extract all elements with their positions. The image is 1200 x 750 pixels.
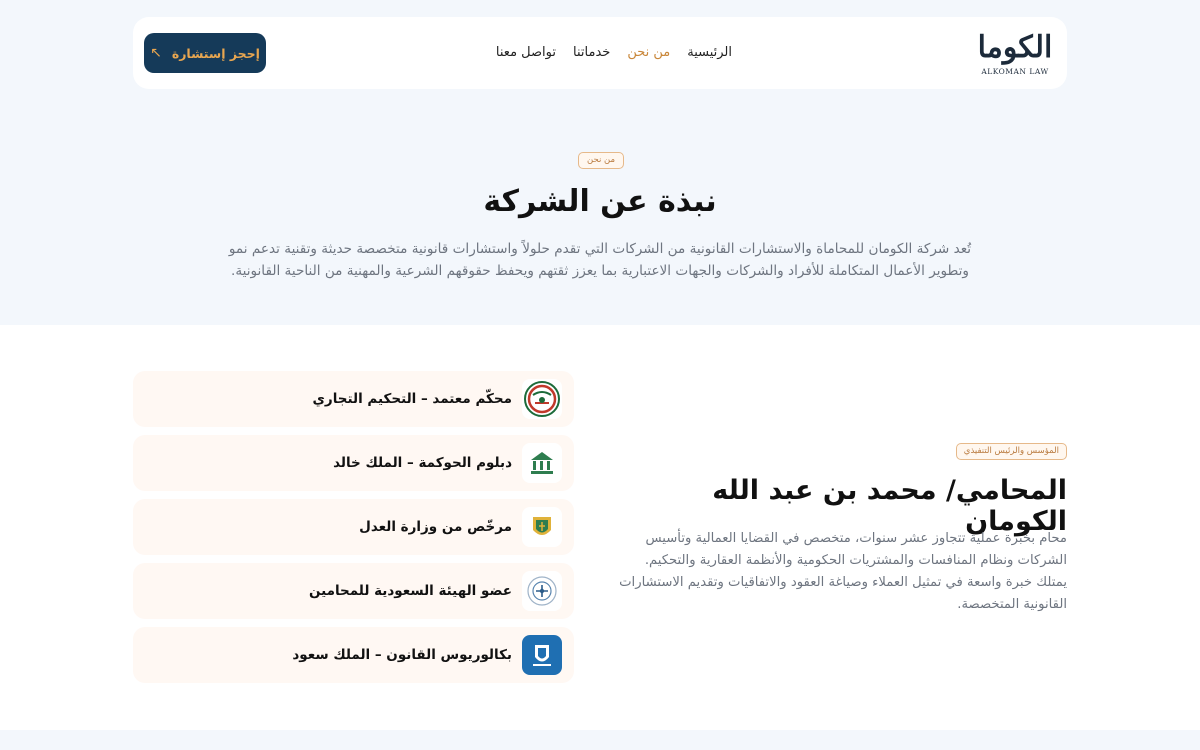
- credential-label: دبلوم الحوكمة – الملك خالد: [333, 455, 512, 471]
- arrow-up-left-icon: ↖: [150, 45, 162, 61]
- credential-item: [133, 499, 574, 555]
- credential-label: مرخّص من وزارة العدل: [359, 519, 512, 535]
- credential-item: [133, 435, 574, 491]
- credential-label: بكالوريوس القانون – الملك سعود: [292, 647, 512, 663]
- credentials-list: [133, 371, 574, 683]
- university-emblem-icon: [522, 635, 562, 675]
- nav-link-home[interactable]: الرئيسية: [687, 45, 732, 60]
- page-title: نبذة عن الشركة: [483, 184, 717, 219]
- logo-text: ALKOMAN LAW: [981, 67, 1049, 76]
- about-badge: من نحن: [578, 152, 624, 169]
- founder-badge: المؤسس والرئيس التنفيذي: [956, 443, 1067, 460]
- nav-link-contact[interactable]: تواصل معنا: [495, 45, 557, 60]
- credential-item: [133, 627, 574, 683]
- governance-emblem-icon: [522, 443, 562, 483]
- logo-mark: الكوما: [977, 30, 1053, 65]
- founder-name: المحامي/ محمد بن عبد الله الكومان: [712, 475, 1067, 537]
- founder-bio: [607, 528, 1067, 616]
- navbar: [133, 17, 1067, 89]
- credential-item: [133, 563, 574, 619]
- logo[interactable]: [975, 23, 1055, 83]
- nav-link-services[interactable]: خدماتنا: [573, 45, 611, 60]
- founder-bio-paragraph: محام بخبرة عملية تتجاوز عشر سنوات، متخصص في القضايا العمالية وتأسيس الشركات ونظام المنافسات والمشتريات الحكومية والأنظمة العقارية والتحكيم.: [644, 531, 1067, 568]
- nav-links: [496, 45, 732, 60]
- credential-label: محكّم معتمد – التحكيم التجاري: [312, 391, 512, 407]
- about-description: تُعد شركة الكومان للمحاماة والاستشارات القانونية من الشركات التي تقدم حلولاً واستشارات قانونية متخصصة حديثة وتقنية تدعم نمو وتطوير الأعمال المتكاملة للأفراد والشركات والجهات الاعتبارية بما يعزز ثقتهم ويحفظ حقوقهم الشرعية والمهنية من الناحية القانونية.: [228, 241, 972, 279]
- justice-ministry-emblem-icon: [522, 507, 562, 547]
- bar-association-emblem-icon: [522, 571, 562, 611]
- nav-link-about[interactable]: من نحن: [627, 45, 671, 60]
- arbitration-emblem-icon: [522, 379, 562, 419]
- book-consultation-button[interactable]: [144, 33, 266, 73]
- founder-bio-paragraph: يمتلك خبرة واسعة في تمثيل العملاء وصياغة العقود والاتفاقيات وتقديم الاستشارات القانونية المتخصصة.: [619, 575, 1067, 612]
- next-section-background: [0, 730, 1200, 750]
- credential-item: [133, 371, 574, 427]
- book-consultation-label: إحجز إستشارة: [171, 45, 260, 61]
- credential-label: عضو الهيئة السعودية للمحامين: [308, 583, 512, 599]
